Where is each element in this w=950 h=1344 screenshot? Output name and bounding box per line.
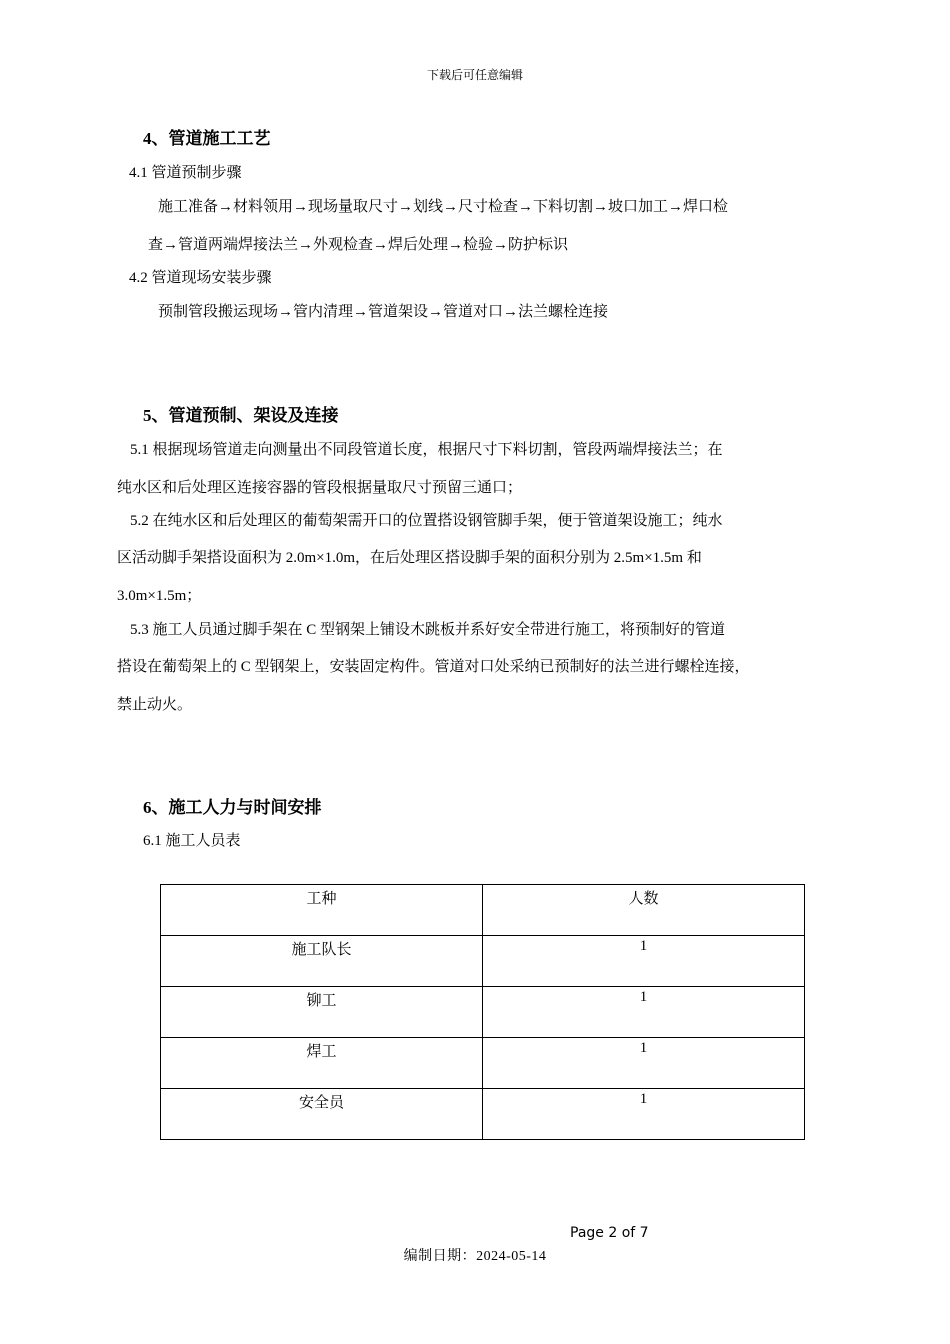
table-header-cell: 工种 [161, 885, 483, 936]
table-header-cell: 人数 [483, 885, 805, 936]
table-row [161, 987, 805, 1038]
table-cell: 1 [483, 987, 805, 1038]
table-cell: 铆工 [161, 987, 483, 1038]
table-cell: 1 [483, 1089, 805, 1140]
section-4-title: 4、管道施工工艺 [143, 129, 271, 148]
section-5-3-line-3: 禁止动火。 [117, 697, 193, 713]
section-5-1-line-2: 纯水区和后处理区连接容器的管段根据量取尺寸预留三通口； [117, 480, 523, 496]
section-6-title: 6、施工人力与时间安排 [143, 798, 322, 817]
section-4-2-line-1: 预制管段搬运现场→管内清理→管道架设→管道对口→法兰螺栓连接 [158, 304, 609, 320]
staff-table [160, 884, 805, 1140]
section-5-2-line-1: 5.2 在纯水区和后处理区的葡萄架需开口的位置搭设钢管脚手架，便于管道架设施工；纯水 [130, 513, 723, 529]
section-5-2-line-3: 3.0m×1.5m； [117, 588, 202, 604]
section-4-1-title: 4.1 管道预制步骤 [129, 165, 242, 181]
header-note: 下载后可任意编辑 [426, 68, 523, 82]
section-4-1-line-1: 施工准备→材料领用→现场量取尺寸→划线→尺寸检查→下料切割→坡口加工→焊口检 [158, 199, 729, 215]
section-6-1-title: 6.1 施工人员表 [143, 833, 241, 849]
table-row [161, 936, 805, 987]
table-header-row [161, 885, 805, 936]
section-5-title: 5、管道预制、架设及连接 [143, 406, 339, 425]
section-4-2-title: 4.2 管道现场安装步骤 [129, 270, 272, 286]
table-cell: 焊工 [161, 1038, 483, 1089]
footer-date: 编制日期：2024-05-14 [403, 1249, 547, 1264]
table-cell: 安全员 [161, 1089, 483, 1140]
table-cell: 施工队长 [161, 936, 483, 987]
table-cell: 1 [483, 1038, 805, 1089]
section-4-1-line-2: 查→管道两端焊接法兰→外观检查→焊后处理→检验→防护标识 [148, 237, 569, 253]
page-number: Page 2 of 7 [570, 1225, 649, 1241]
table-cell: 1 [483, 936, 805, 987]
table-row [161, 1089, 805, 1140]
section-5-3-line-1: 5.3 施工人员通过脚手架在 C 型钢架上铺设木跳板并系好安全带进行施工，将预制好的管道 [130, 622, 726, 638]
table-row [161, 1038, 805, 1089]
section-5-3-line-2: 搭设在葡萄架上的 C 型钢架上，安装固定构件。管道对口处采纳已预制好的法兰进行螺栓连接， [117, 659, 750, 675]
section-5-2-line-2: 区活动脚手架搭设面积为 2.0m×1.0m，在后处理区搭设脚手架的面积分别为 2.5m×1.5m 和 [117, 550, 702, 566]
section-5-1-line-1: 5.1 根据现场管道走向测量出不同段管道长度，根据尺寸下料切割，管段两端焊接法兰；在 [130, 442, 723, 458]
